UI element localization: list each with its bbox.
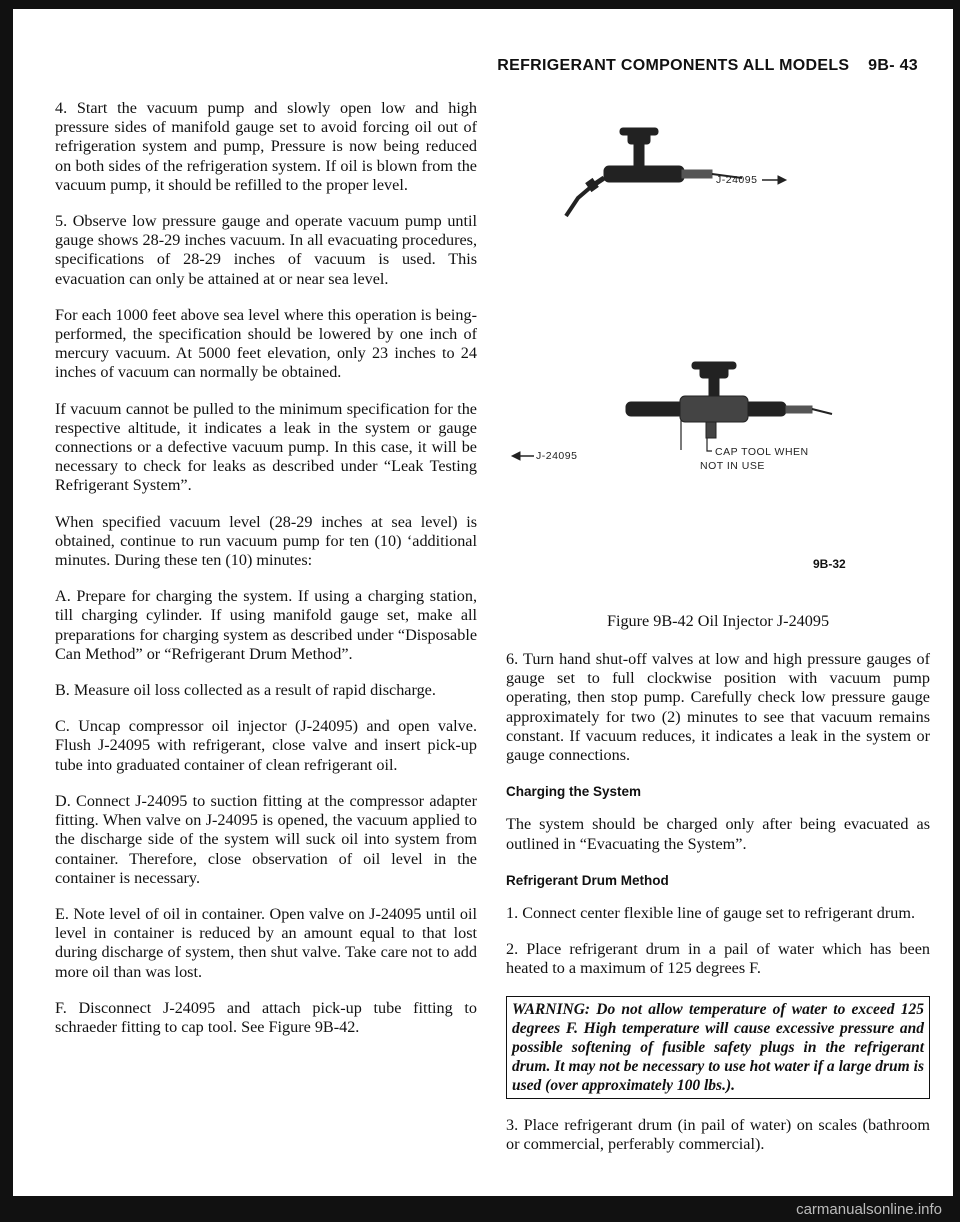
paragraph-step-f: F. Disconnect J-24095 and attach pick-up tube fitting to schraeder fitting to cap tool. See Figure 9B-42. [55, 998, 477, 1036]
paragraph-step-e: E. Note level of oil in container. Open valve on J-24095 until oil level in container is reduced by an amount equal to that lost during discharge of system, then shut valve. Take care not to add more oil than was lost. [55, 904, 477, 981]
label-bottom-j24095: J-24095 [536, 450, 578, 462]
figure-code: 9B-32 [813, 557, 846, 571]
page-number: 9B- 43 [868, 57, 918, 74]
paragraph-vacuum-level: When specified vacuum level (28-29 inches at sea level) is obtained, continue to run vacuum pump for ten (10) ‘additional minutes. During these ten (10) minutes: [55, 512, 477, 570]
figure-oil-injector [506, 120, 930, 640]
header-title: REFRIGERANT COMPONENTS ALL MODELS [497, 57, 850, 74]
oil-injector-illustration [506, 120, 930, 600]
page-border-left [0, 0, 13, 1222]
page-header [497, 57, 918, 75]
paragraph-step-c: C. Uncap compressor oil injector (J-24095) and open valve. Flush J-24095 with refrigerant, close valve and insert pick-up tube into graduated container of clean refrigerant oil. [55, 717, 477, 774]
heading-drum-method: Refrigerant Drum Method [506, 872, 669, 888]
left-column [55, 99, 477, 1054]
right-column [506, 650, 930, 1171]
warning-box: WARNING: Do not allow temperature of water to exceed 125 degrees F. High temperature will cause excessive pressure and possible softening of fusible safety plugs in the refrigerant drum. It may not be necessary to use hot water if a large drum is used (over approximately 100 lbs.). [506, 996, 930, 1099]
paragraph-altitude: For each 1000 feet above sea level where this operation is being-performed, the specification should be lowered by one inch of mercury vacuum. At 5000 feet elevation, only 23 inches to 24 inches of vacuum can normally be obtained. [55, 305, 477, 382]
paragraph-drum-step-3: 3. Place refrigerant drum (in pail of water) on scales (bathroom or commercial, perferably commercial). [506, 1115, 930, 1153]
paragraph-step-6: 6. Turn hand shut-off valves at low and high pressure gauges of gauge set to full clockwise position with vacuum pump operating, then stop pump. Carefully check low pressure gauge approximately for two (2) minutes to see that vacuum remains constant. If vacuum reduces, it indicates a leak in the system or gauge connections. [506, 650, 930, 765]
heading-charging: Charging the System [506, 784, 642, 800]
page-border-top [0, 0, 960, 9]
label-cap-tool-line1: CAP TOOL WHEN [715, 446, 809, 458]
paragraph-drum-step-2: 2. Place refrigerant drum in a pail of water which has been heated to a maximum of 125 degrees F. [506, 940, 930, 978]
paragraph-step-a: A. Prepare for charging the system. If using a charging station, till charging cylinder. If using manifold gauge set, make all preparations for charging system as described under “Disposable Can Method” or “Refrigerant Drum Method”. [55, 587, 477, 663]
paragraph-drum-step-1: 1. Connect center flexible line of gauge set to refrigerant drum. [506, 904, 916, 923]
paragraph-step-4: 4. Start the vacuum pump and slowly open low and high pressure sides of manifold gauge set to avoid forcing oil out of refrigeration system and pump, Pressure is now being reduced on both sides of the refrigeration system. If oil is blown from the vacuum pump, it should be refilled to the proper level. [55, 99, 477, 194]
injector-top-drawing [566, 128, 742, 216]
paragraph-step-b: B. Measure oil loss collected as a result of rapid discharge. [55, 681, 436, 700]
figure-caption: Figure 9B-42 Oil Injector J-24095 [606, 612, 830, 630]
label-top-j24095: J-24095 [716, 174, 758, 186]
paragraph-leak: If vacuum cannot be pulled to the minimum specification for the respective altitude, it indicates a leak in the system or gauge connections or a defective vacuum pump. In this case, it will be necessary to check for leaks as described under “Leak Testing Refrigerant System”. [55, 399, 477, 495]
injector-bottom-drawing [626, 362, 832, 451]
watermark: carmanualsonline.info [796, 1201, 942, 1218]
paragraph-step-d: D. Connect J-24095 to suction fitting at the compressor adapter fitting. When valve on J-24095 is opened, the vacuum applied to the discharge side of the system will suck oil into system from container. Therefore, close observation of oil level in the container is necessary. [55, 791, 477, 887]
page-border-right [953, 0, 960, 1222]
label-cap-tool-line2: NOT IN USE [700, 460, 765, 472]
paragraph-step-5: 5. Observe low pressure gauge and operate vacuum pump until gauge shows 28-29 inches vacuum. In all evacuating procedures, specifications of 28-29 inches of vacuum is used. This evacuation can only be attained at or near sea level. [55, 212, 477, 288]
paragraph-charging: The system should be charged only after being evacuated as outlined in “Evacuating the System”. [506, 815, 930, 853]
